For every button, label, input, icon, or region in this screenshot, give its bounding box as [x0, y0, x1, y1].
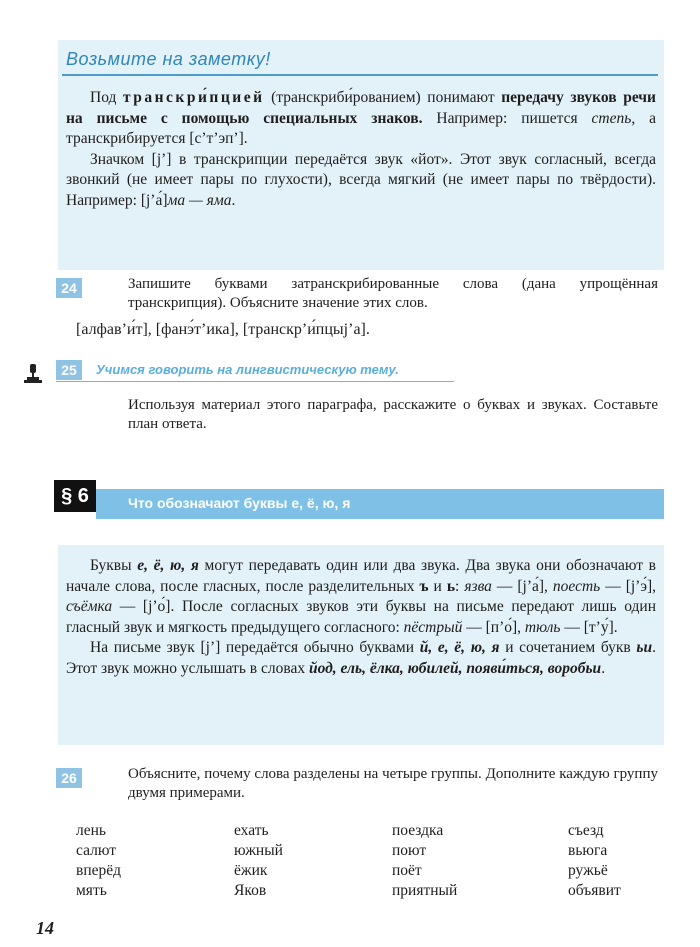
word-item: приятный: [392, 882, 458, 899]
word-item: объявит: [568, 882, 621, 899]
word-item: поют: [392, 842, 427, 859]
task-25-underline: [56, 381, 454, 382]
word-item: поёт: [392, 862, 422, 879]
page-number: 14: [36, 918, 54, 938]
rule-text: [66, 556, 656, 679]
word-item: лень: [76, 822, 106, 839]
word-item: съезд: [568, 822, 604, 839]
word-item: вьюга: [568, 842, 608, 859]
word-item: ружьё: [568, 862, 608, 879]
word-item: южный: [234, 842, 283, 859]
note-text: [66, 88, 656, 211]
word-item: Яков: [234, 882, 267, 899]
word-item: салют: [76, 842, 116, 859]
task-26-text: Объясните, почему слова разделены на четыре группы. Дополните каждую группу двумя примерами.: [128, 766, 658, 801]
task-25-number: 25: [56, 360, 82, 380]
section-title: Что обозначают буквы е, ё, ю, я: [128, 495, 351, 511]
word-group-1: [76, 821, 121, 901]
note-divider: [62, 74, 658, 76]
task-24-transcription: [алфав’и́т], [фанэ́т’ика], [транскр’и́пцыj’а].: [76, 321, 370, 338]
word-item: ехать: [234, 822, 269, 839]
note-title: Возьмите на заметку!: [66, 49, 271, 69]
word-item: ёжик: [234, 862, 268, 879]
word-group-3: [392, 821, 457, 901]
speech-icon: [24, 364, 42, 384]
section-badge: § 6: [54, 480, 96, 512]
task-24-text: Запишите буквами затранскрибированные слова (дана упрощённая транскрипция). Объясните значение этих слов.: [128, 276, 658, 311]
note-paragraph-2: Значком [j’] в транскрипции передаётся звук «йот». Этот звук согласный, всегда звонкий (не имеет пары по глухости), всегда мягкий (не имеет пары по твёрдости). Например: [j’а́]ма — яма.: [66, 150, 656, 209]
task-24-number: 24: [56, 278, 82, 298]
task-26-number: 26: [56, 768, 82, 788]
word-group-4: [568, 821, 621, 901]
word-item: поездка: [392, 822, 444, 839]
task-25-text: Используя материал этого параграфа, расскажите о буквах и звуках. Составьте план ответа.: [128, 397, 658, 432]
rule-paragraph-2: На письме звук [j’] передаётся обычно буквами й, е, ё, ю, я и сочетанием букв ьи. Этот звук можно услышать в словах йод, ель, ёлка, юбилей, появи́ться, воробьи.: [66, 639, 656, 677]
task-25-title: Учимся говорить на лингвистическую тему.: [96, 362, 399, 377]
note-paragraph-1: Под транскри́пцией (транскриби́рованием) понимают передачу звуков речи на письме с помощью специальных знаков. Например: пишется степь, а транскрибируется [с’т’эп’].: [66, 89, 656, 147]
word-item: мять: [76, 882, 107, 899]
word-group-2: [234, 821, 283, 901]
rule-paragraph-1: Буквы е, ё, ю, я могут передавать один или два звука. Два звука они обозначают в начале слова, после гласных, после разделительных ъ и ь: язва — [j’а́], поесть — [j’э́], съёмка — [j’о́]. После согласных звуков эти буквы на письме передают лишь один гласный звук и мягкость предыдущего согласного: пёстрый — [п’о́], тюль — [т’у́].: [66, 557, 657, 636]
word-item: вперёд: [76, 862, 122, 879]
